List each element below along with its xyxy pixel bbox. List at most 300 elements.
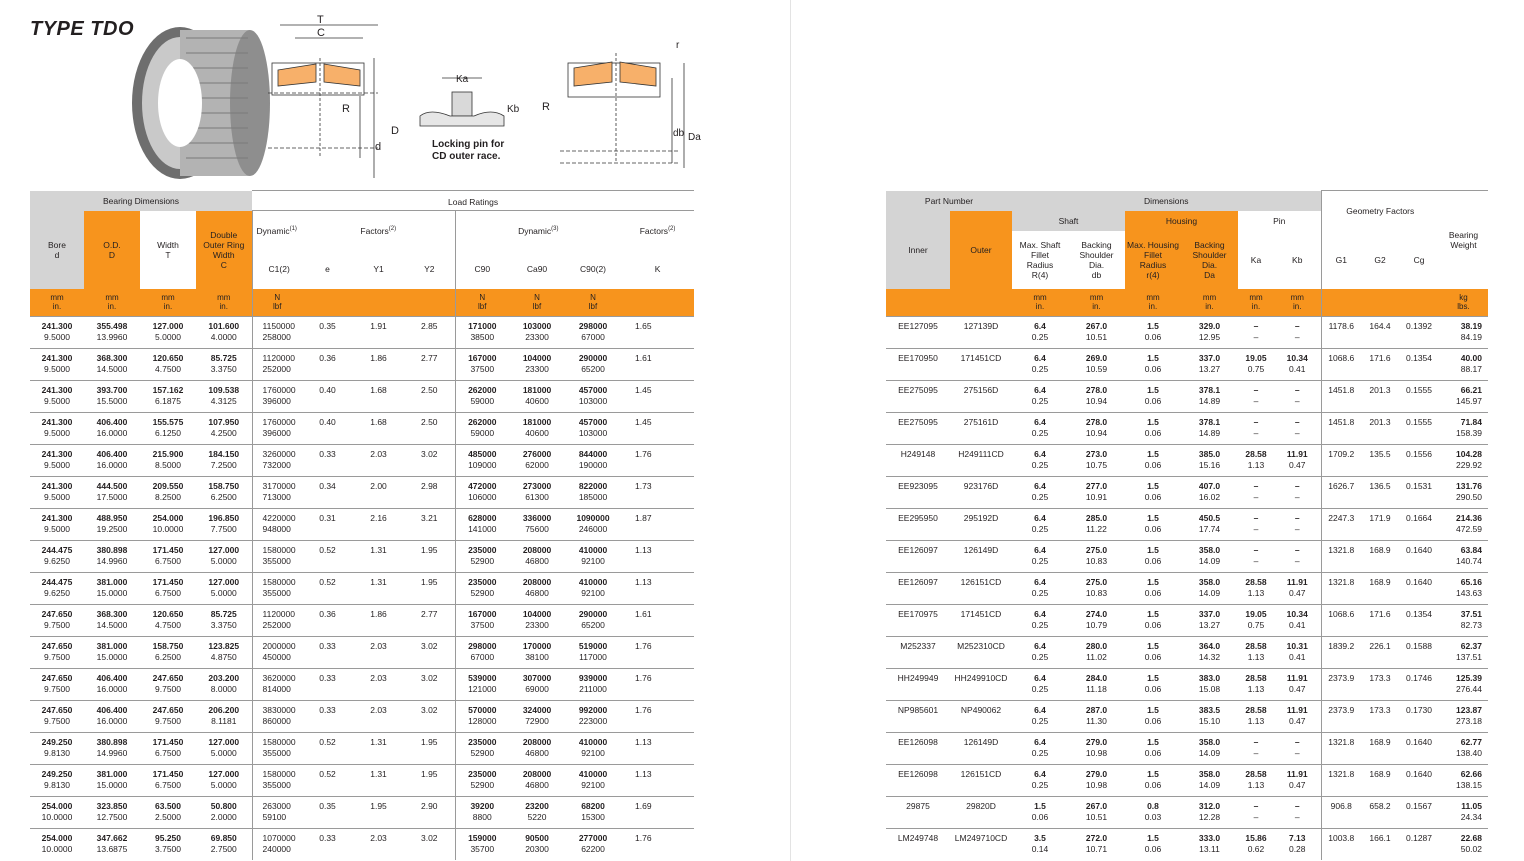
od-cell-primary: 380.898 — [96, 545, 128, 555]
units-row — [886, 289, 1488, 317]
y2-cell-spacer — [404, 460, 455, 471]
outer-part-cell-value: HH249910CD — [954, 673, 1008, 683]
c902-cell — [565, 444, 621, 476]
table-row — [886, 572, 1488, 604]
c90-cell-secondary: 106000 — [468, 492, 497, 502]
c902-cell-primary: 822000 — [578, 481, 608, 491]
ca90-cell-secondary: 61300 — [525, 492, 549, 502]
g1-cell-value: 2373.9 — [1328, 705, 1355, 715]
double-width-cell-primary: 85.725 — [210, 353, 237, 363]
housing-shoulder-cell — [1181, 380, 1238, 412]
label-C: C — [317, 27, 325, 39]
e-cell-value: 0.36 — [319, 353, 336, 363]
kb-cell-primary: – — [1294, 801, 1300, 811]
width-cell-secondary: 9.7500 — [155, 716, 181, 726]
shaft-shoulder-cell-secondary: 10.71 — [1085, 844, 1108, 854]
housing-fillet-cell — [1125, 732, 1181, 764]
g1-cell — [1321, 796, 1361, 828]
table-row — [30, 604, 694, 636]
shaft-shoulder-cell-secondary: 10.51 — [1085, 812, 1108, 822]
y2-cell — [404, 508, 455, 540]
y1-cell — [353, 700, 404, 732]
g1-cell-value: 1709.2 — [1328, 449, 1355, 459]
y1-cell — [353, 316, 404, 348]
g2-cell — [1361, 348, 1399, 380]
c1-cell — [252, 508, 302, 540]
e-cell-spacer — [302, 716, 353, 727]
od-cell-primary: 347.662 — [96, 833, 128, 843]
housing-shoulder-cell — [1181, 412, 1238, 444]
c90-cell-secondary: 128000 — [468, 716, 497, 726]
weight-cell-secondary: 158.39 — [1456, 428, 1482, 438]
ca90-cell-primary: 208000 — [522, 769, 552, 779]
label-R2: R — [542, 101, 550, 113]
g1-cell-spacer — [1322, 748, 1362, 759]
c1-cell — [252, 572, 302, 604]
page-title: TYPE TDO — [30, 18, 135, 40]
label-D: D — [391, 125, 399, 137]
double-width-cell-secondary: 4.8750 — [210, 652, 237, 662]
od-cell — [84, 508, 140, 540]
c90-cell — [455, 636, 509, 668]
shaft-fillet-cell — [1012, 700, 1068, 732]
ca90-cell-primary: 23200 — [525, 801, 549, 811]
k-cell-value: 1.73 — [635, 481, 652, 491]
unit-cell — [1238, 289, 1274, 317]
c90-cell-secondary: 52900 — [470, 556, 495, 566]
c902-cell-primary: 290000 — [578, 609, 608, 619]
unit-cell — [1439, 289, 1488, 317]
y2-cell-spacer — [404, 748, 455, 759]
unit-primary: mm — [1202, 293, 1217, 302]
shaft-shoulder-cell-secondary: 10.83 — [1085, 588, 1108, 598]
weight-cell-primary: 123.87 — [1456, 705, 1482, 715]
header-dynamic-3: Dynamic$^{(3)}$ — [455, 211, 621, 251]
c90-cell-primary: 235000 — [468, 545, 497, 555]
ca90-cell — [509, 764, 565, 796]
g1-cell-spacer — [1322, 556, 1362, 567]
c90-cell-secondary: 38500 — [470, 332, 495, 342]
outer-part-cell-value: 923176D — [963, 481, 999, 491]
ka-cell-secondary: – — [1253, 748, 1259, 758]
outer-part-cell — [950, 444, 1012, 476]
k-cell-spacer — [635, 812, 694, 823]
outer-part-cell-value: 126149D — [963, 737, 999, 747]
unit-primary: mm — [1146, 293, 1160, 302]
y2-cell — [404, 540, 455, 572]
ca90-cell-primary: 208000 — [522, 545, 552, 555]
cg-cell-spacer — [1399, 492, 1439, 503]
weight-cell — [1439, 476, 1488, 508]
g2-cell — [1361, 828, 1399, 860]
ka-cell — [1238, 316, 1274, 348]
y2-cell-value: 2.90 — [420, 801, 438, 811]
y2-cell-value: 1.95 — [420, 769, 438, 779]
ka-cell — [1238, 668, 1274, 700]
bore-cell-secondary: 9.7500 — [44, 652, 70, 662]
bore-cell-primary: 254.000 — [41, 801, 73, 811]
double-width-cell — [196, 380, 252, 412]
g2-cell-value: 173.3 — [1369, 705, 1391, 715]
od-cell-secondary: 13.9960 — [96, 332, 128, 342]
c90-cell — [455, 348, 509, 380]
e-cell-spacer — [302, 492, 353, 503]
ka-cell-primary: 19.05 — [1245, 353, 1267, 363]
k-cell — [621, 316, 694, 348]
cg-cell — [1399, 796, 1439, 828]
g1-cell-spacer — [1322, 460, 1362, 471]
outer-part-cell — [950, 380, 1012, 412]
c90-cell-primary: 39200 — [470, 801, 495, 811]
housing-fillet-cell-secondary: 0.06 — [1144, 748, 1162, 758]
cg-cell — [1399, 540, 1439, 572]
table-row — [30, 732, 694, 764]
kb-cell-secondary: – — [1294, 812, 1300, 822]
g2-cell-value: 173.3 — [1369, 673, 1391, 683]
ka-cell-primary: – — [1253, 737, 1259, 747]
width-cell-primary: 158.750 — [152, 641, 184, 651]
width-cell — [140, 668, 196, 700]
shaft-fillet-cell-primary: 6.4 — [1034, 737, 1046, 747]
table-row — [30, 828, 694, 860]
kb-cell — [1274, 508, 1321, 540]
e-cell-value: 0.52 — [319, 577, 336, 587]
c1-cell — [252, 412, 302, 444]
housing-fillet-cell-secondary: 0.03 — [1144, 812, 1162, 822]
g1-cell — [1321, 316, 1361, 348]
housing-shoulder-cell-primary: 383.5 — [1198, 705, 1221, 715]
unit-primary: mm — [50, 293, 64, 302]
c902-cell-primary: 1090000 — [576, 513, 610, 523]
housing-shoulder-cell-primary: 329.0 — [1198, 321, 1221, 331]
k-cell-spacer — [635, 844, 694, 855]
y1-cell-spacer — [353, 716, 404, 727]
unit-cell — [455, 289, 509, 317]
ka-cell — [1238, 796, 1274, 828]
c90-cell-primary: 167000 — [468, 353, 497, 363]
table-row — [30, 540, 694, 572]
c90-cell-primary: 570000 — [468, 705, 497, 715]
double-width-cell-secondary: 2.7500 — [210, 844, 237, 854]
shaft-fillet-cell-secondary: 0.25 — [1031, 364, 1049, 374]
housing-shoulder-cell-primary: 364.0 — [1198, 641, 1221, 651]
c90-cell — [455, 764, 509, 796]
width-cell-secondary: 5.0000 — [155, 332, 181, 342]
kb-cell-secondary: – — [1294, 332, 1300, 342]
c902-cell — [565, 732, 621, 764]
group-bearing-dimensions: Bearing Dimensions — [30, 191, 252, 211]
inner-part-cell-value: EE126097 — [898, 545, 938, 555]
cg-cell-spacer — [1399, 748, 1439, 759]
c90-cell-primary: 235000 — [468, 577, 497, 587]
cg-cell — [1399, 476, 1439, 508]
od-cell-secondary: 14.5000 — [96, 620, 128, 630]
shaft-fillet-cell — [1012, 316, 1068, 348]
ka-cell — [1238, 732, 1274, 764]
width-cell — [140, 348, 196, 380]
housing-fillet-cell — [1125, 316, 1181, 348]
housing-shoulder-cell-secondary: 12.95 — [1198, 332, 1221, 342]
housing-fillet-cell — [1125, 668, 1181, 700]
y1-cell-spacer — [353, 556, 404, 567]
double-width-cell — [196, 828, 252, 860]
caption-line-1: Locking pin for — [432, 139, 505, 150]
bore-cell-primary: 247.650 — [41, 609, 73, 619]
housing-shoulder-cell-primary: 358.0 — [1198, 769, 1221, 779]
c90-cell — [455, 732, 509, 764]
cross-section-mounting — [560, 53, 684, 168]
kb-cell-secondary: – — [1294, 428, 1300, 438]
g2-cell-spacer — [1361, 780, 1399, 791]
od-cell-primary: 381.000 — [96, 641, 128, 651]
e-cell-spacer — [302, 780, 353, 791]
cg-cell-value: 0.1556 — [1406, 449, 1432, 459]
kb-cell-primary: – — [1294, 481, 1300, 491]
g2-cell — [1361, 444, 1399, 476]
cg-cell-spacer — [1399, 332, 1439, 343]
housing-fillet-cell-primary: 0.8 — [1147, 801, 1159, 811]
y2-cell — [404, 604, 455, 636]
unit-cell — [1012, 289, 1068, 317]
k-cell-value: 1.45 — [635, 417, 652, 427]
shaft-fillet-cell-secondary: 0.25 — [1031, 428, 1049, 438]
weight-cell-secondary: 273.18 — [1456, 716, 1482, 726]
housing-shoulder-cell-secondary: 15.16 — [1198, 460, 1221, 470]
weight-cell-secondary: 138.40 — [1456, 748, 1482, 758]
shaft-fillet-cell — [1012, 764, 1068, 796]
c90-cell — [455, 316, 509, 348]
y2-cell — [404, 348, 455, 380]
shaft-fillet-cell-secondary: 0.25 — [1031, 652, 1049, 662]
e-cell-spacer — [302, 556, 353, 567]
outer-part-cell — [950, 540, 1012, 572]
c90-cell-secondary: 141000 — [468, 524, 497, 534]
g2-cell-spacer — [1361, 428, 1399, 439]
unit-secondary: in. — [1251, 302, 1261, 311]
ca90-cell — [509, 316, 565, 348]
unit-primary: N — [274, 293, 281, 302]
c1-cell-primary: 2000000 — [262, 641, 296, 651]
figure-caption — [432, 139, 504, 163]
shaft-fillet-cell-secondary: 0.14 — [1031, 844, 1049, 854]
housing-shoulder-cell-primary: 378.1 — [1198, 385, 1221, 395]
double-width-cell-primary: 85.725 — [210, 609, 237, 619]
cg-cell-spacer — [1399, 364, 1439, 375]
c90-cell-secondary: 67000 — [470, 652, 495, 662]
k-cell — [621, 380, 694, 412]
c90-cell-primary: 235000 — [468, 737, 497, 747]
c1-cell — [252, 540, 302, 572]
k-cell-value: 1.76 — [635, 449, 652, 459]
shaft-shoulder-cell-primary: 272.0 — [1085, 833, 1108, 843]
shaft-fillet-cell-secondary: 0.25 — [1031, 460, 1049, 470]
table-row — [30, 572, 694, 604]
weight-cell-primary: 104.28 — [1456, 449, 1482, 459]
table-row — [886, 796, 1488, 828]
y2-cell-value: 2.77 — [420, 353, 438, 363]
c90-cell-primary: 159000 — [468, 833, 497, 843]
e-cell — [302, 604, 353, 636]
g2-cell-value: 168.9 — [1369, 545, 1391, 555]
housing-shoulder-cell-primary: 378.1 — [1198, 417, 1221, 427]
housing-shoulder-cell — [1181, 540, 1238, 572]
housing-shoulder-cell-secondary: 13.27 — [1198, 364, 1221, 374]
c1-cell-primary: 4220000 — [262, 513, 296, 523]
bore-cell-secondary: 9.8130 — [44, 780, 70, 790]
housing-shoulder-cell-secondary: 13.27 — [1198, 620, 1221, 630]
double-width-cell-secondary: 3.3750 — [210, 620, 237, 630]
inner-part-cell — [886, 636, 950, 668]
c902-cell-secondary: 65200 — [581, 620, 605, 630]
g1-cell-value: 1178.6 — [1328, 321, 1354, 331]
cg-cell-value: 0.1354 — [1406, 609, 1432, 619]
shaft-fillet-cell-secondary: 0.25 — [1031, 396, 1049, 406]
y2-cell-value: 1.95 — [420, 545, 438, 555]
housing-fillet-cell — [1125, 604, 1181, 636]
od-cell — [84, 796, 140, 828]
k-cell — [621, 348, 694, 380]
ca90-cell — [509, 508, 565, 540]
outer-part-cell — [950, 348, 1012, 380]
g1-cell-value: 2247.3 — [1328, 513, 1355, 523]
unit-primary: kg — [1459, 293, 1468, 302]
g2-cell-value: 171.6 — [1369, 353, 1391, 363]
od-cell — [84, 540, 140, 572]
shaft-fillet-cell — [1012, 572, 1068, 604]
bore-cell-primary: 247.650 — [41, 673, 73, 683]
width-cell-primary: 127.000 — [152, 321, 184, 331]
k-cell — [621, 796, 694, 828]
ca90-cell-secondary: 23300 — [525, 364, 549, 374]
y1-cell-value: 1.86 — [370, 609, 387, 619]
double-width-cell-primary: 107.950 — [208, 417, 240, 427]
table-row — [886, 700, 1488, 732]
ca90-cell-secondary: 46800 — [525, 780, 549, 790]
col-cg: Cg — [1399, 231, 1439, 289]
inner-part-cell-value: EE295950 — [898, 513, 938, 523]
c90-cell-secondary: 37500 — [470, 620, 495, 630]
unit-secondary: in. — [1035, 302, 1045, 311]
ca90-cell-secondary: 20300 — [525, 844, 549, 854]
weight-cell-primary: 71.84 — [1460, 417, 1482, 427]
y1-cell-value: 2.03 — [370, 449, 387, 459]
cg-cell-spacer — [1399, 556, 1439, 567]
c902-cell-primary: 298000 — [578, 321, 608, 331]
shaft-fillet-cell-primary: 6.4 — [1034, 673, 1046, 683]
sub-c1: C1(2) — [252, 250, 302, 288]
od-cell-primary: 381.000 — [96, 577, 128, 587]
shaft-fillet-cell-primary: 6.4 — [1034, 481, 1046, 491]
inner-part-cell — [886, 444, 950, 476]
double-width-cell-secondary: 5.0000 — [210, 748, 237, 758]
e-cell-value: 0.52 — [319, 737, 336, 747]
ka-cell-primary: 28.58 — [1245, 449, 1267, 459]
g2-cell-value: 135.5 — [1369, 449, 1391, 459]
bore-cell-secondary: 9.5000 — [44, 396, 70, 406]
ka-cell-secondary: 1.13 — [1247, 460, 1265, 470]
table-row — [886, 604, 1488, 636]
width-cell-primary: 254.000 — [152, 513, 184, 523]
housing-fillet-cell-secondary: 0.06 — [1144, 556, 1162, 566]
g2-cell-spacer — [1361, 396, 1399, 407]
double-width-cell-primary: 123.825 — [208, 641, 240, 651]
g1-cell — [1321, 828, 1361, 860]
housing-shoulder-cell — [1181, 348, 1238, 380]
housing-shoulder-cell-primary: 358.0 — [1198, 545, 1221, 555]
y1-cell-spacer — [353, 620, 404, 631]
ca90-cell-primary: 104000 — [522, 353, 552, 363]
header-factors-b: Factors$^{(2)}$ — [621, 211, 694, 251]
outer-part-cell — [950, 796, 1012, 828]
kb-cell — [1274, 380, 1321, 412]
shaft-fillet-cell-primary: 6.4 — [1034, 609, 1046, 619]
weight-cell-secondary: 140.74 — [1456, 556, 1482, 566]
inner-part-cell-spacer — [886, 428, 950, 439]
cg-cell-value: 0.1730 — [1406, 705, 1432, 715]
g1-cell — [1321, 412, 1361, 444]
width-cell — [140, 540, 196, 572]
unit-secondary: lbf — [588, 302, 598, 311]
inner-part-cell-value: EE126097 — [898, 577, 938, 587]
inner-part-cell — [886, 764, 950, 796]
col-bore: Bore d — [30, 211, 84, 289]
shaft-shoulder-cell-secondary: 10.98 — [1085, 780, 1108, 790]
k-cell — [621, 444, 694, 476]
y2-cell — [404, 668, 455, 700]
inner-part-cell — [886, 348, 950, 380]
c90-cell-primary: 262000 — [468, 417, 497, 427]
col-backing-shoulder-housing: Backing Shoulder Dia. Da — [1181, 231, 1238, 289]
y1-cell — [353, 828, 404, 860]
double-width-cell-secondary: 7.7500 — [210, 524, 237, 534]
y1-cell — [353, 732, 404, 764]
c1-cell — [252, 476, 302, 508]
table-row — [886, 348, 1488, 380]
y2-cell-spacer — [404, 844, 455, 855]
bore-cell — [30, 604, 84, 636]
y1-cell-spacer — [353, 652, 404, 663]
y2-cell-spacer — [404, 684, 455, 695]
shaft-shoulder-cell — [1068, 828, 1125, 860]
bore-cell — [30, 444, 84, 476]
ka-cell-secondary: – — [1253, 332, 1259, 342]
outer-part-cell — [950, 828, 1012, 860]
outer-part-cell-value: 126151CD — [960, 769, 1002, 779]
c902-cell-secondary: 92100 — [581, 748, 605, 758]
housing-shoulder-cell — [1181, 668, 1238, 700]
ca90-cell-secondary: 75600 — [525, 524, 549, 534]
c902-cell-primary: 992000 — [578, 705, 608, 715]
g1-cell-spacer — [1322, 780, 1362, 791]
outer-part-cell-spacer — [950, 812, 1012, 823]
shaft-shoulder-cell-primary: 267.0 — [1085, 321, 1108, 331]
table-row — [30, 476, 694, 508]
e-cell — [302, 316, 353, 348]
double-width-cell-secondary: 5.0000 — [210, 588, 237, 598]
kb-cell-primary: 11.91 — [1286, 449, 1308, 459]
width-cell-primary: 120.650 — [152, 353, 184, 363]
ca90-cell-secondary: 72900 — [525, 716, 549, 726]
kb-cell-primary: 10.34 — [1286, 353, 1308, 363]
table-row — [886, 636, 1488, 668]
e-cell — [302, 540, 353, 572]
group-shaft: Shaft — [1012, 211, 1125, 231]
table-row — [886, 380, 1488, 412]
outer-part-cell-value: H249111CD — [958, 449, 1004, 459]
double-width-cell-primary: 50.800 — [210, 801, 237, 811]
shaft-fillet-cell — [1012, 732, 1068, 764]
housing-fillet-cell-primary: 1.5 — [1147, 545, 1159, 555]
